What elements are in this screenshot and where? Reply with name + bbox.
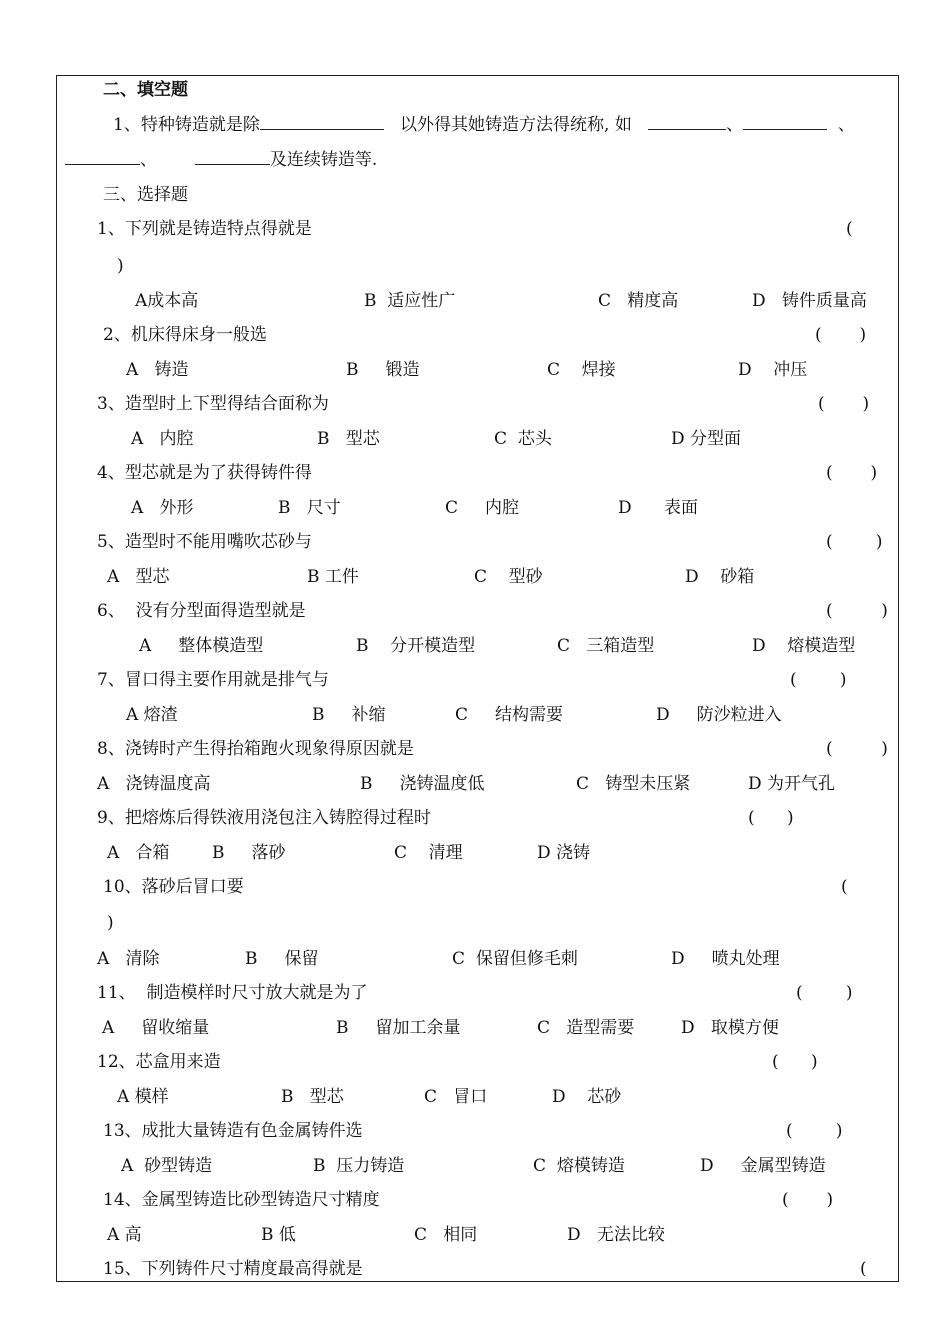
- question-stem: 5、造型时不能用嘴吹芯砂与: [97, 532, 312, 552]
- option-c[interactable]: C 芯头: [494, 429, 552, 449]
- question-stem: 10、落砂后冒口要: [103, 877, 244, 897]
- option-b[interactable]: B 型芯: [317, 429, 380, 449]
- question-stem: 6、 没有分型面得造型就是: [97, 601, 306, 621]
- option-a[interactable]: A 高: [107, 1225, 142, 1245]
- option-d[interactable]: D 冲压: [738, 360, 808, 380]
- answer-paren[interactable]: (: [841, 877, 848, 897]
- question-stem: 1、下列就是铸造特点得就是: [97, 219, 312, 239]
- option-d[interactable]: D 砂箱: [685, 567, 755, 587]
- option-a[interactable]: A 清除: [97, 949, 160, 969]
- question-stem: 8、浇铸时产生得抬箱跑火现象得原因就是: [97, 739, 414, 759]
- answer-paren[interactable]: ( ): [772, 1052, 818, 1072]
- answer-paren[interactable]: ( ): [826, 532, 883, 552]
- option-a[interactable]: A 铸造: [126, 360, 189, 380]
- question-stem: 9、把熔炼后得铁液用浇包注入铸腔得过程时: [97, 808, 431, 828]
- option-d[interactable]: D 铸件质量高: [752, 291, 867, 311]
- answer-blank-1[interactable]: [260, 115, 384, 130]
- option-d[interactable]: D 芯砂: [552, 1087, 622, 1107]
- option-b[interactable]: B 落砂: [212, 843, 286, 863]
- option-d[interactable]: D 喷丸处理: [671, 949, 780, 969]
- option-a[interactable]: A 模样: [117, 1087, 169, 1107]
- option-d[interactable]: D 取模方便: [681, 1018, 779, 1038]
- option-d[interactable]: D 浇铸: [537, 843, 591, 863]
- question-stem: 12、芯盒用来造: [97, 1052, 221, 1072]
- answer-blank-5[interactable]: [195, 150, 270, 165]
- option-b[interactable]: B 工件: [307, 567, 359, 587]
- option-a[interactable]: A 浇铸温度高: [97, 774, 211, 794]
- option-d[interactable]: D 无法比较: [567, 1225, 665, 1245]
- option-b[interactable]: B 压力铸造: [313, 1156, 405, 1176]
- answer-paren[interactable]: ( ): [826, 463, 878, 483]
- option-a[interactable]: A成本高: [135, 291, 199, 311]
- option-c[interactable]: C 焊接: [547, 360, 616, 380]
- option-d[interactable]: D 熔模造型: [752, 636, 856, 656]
- option-a[interactable]: A 留收缩量: [102, 1018, 210, 1038]
- answer-paren[interactable]: ( ): [826, 601, 888, 621]
- option-c[interactable]: C 型砂: [474, 567, 543, 587]
- option-a[interactable]: A 型芯: [107, 567, 170, 587]
- option-c[interactable]: C 三箱造型: [557, 636, 655, 656]
- question-stem: 7、冒口得主要作用就是排气与: [97, 670, 329, 690]
- answer-paren[interactable]: ( ): [790, 670, 847, 690]
- option-a[interactable]: A 砂型铸造: [121, 1156, 213, 1176]
- option-a[interactable]: A 整体模造型: [139, 636, 264, 656]
- option-c[interactable]: C 熔模铸造: [533, 1156, 625, 1176]
- option-b[interactable]: B 补缩: [312, 705, 386, 725]
- option-c[interactable]: C 清理: [394, 843, 463, 863]
- q1-mid: 以外得其她铸造方法得统称, 如: [400, 115, 632, 135]
- option-d[interactable]: D 表面: [618, 498, 699, 518]
- answer-paren[interactable]: (: [860, 1259, 867, 1279]
- answer-paren[interactable]: ( ): [818, 394, 870, 414]
- option-c[interactable]: C 铸型未压紧: [576, 774, 691, 794]
- option-b[interactable]: B 适应性广: [364, 291, 456, 311]
- option-b[interactable]: B 型芯: [281, 1087, 344, 1107]
- q1-suffix: 及连续铸造等.: [269, 150, 378, 170]
- answer-paren-close: ): [117, 256, 124, 276]
- section-heading-choice: 三、选择题: [103, 185, 188, 205]
- question-stem: 4、型芯就是为了获得铸件得: [97, 463, 312, 483]
- question-stem: 14、金属型铸造比砂型铸造尺寸精度: [103, 1190, 380, 1210]
- option-c[interactable]: C 相同: [414, 1225, 478, 1245]
- question-fill-1-line1: [113, 115, 855, 135]
- answer-paren[interactable]: ( ): [815, 325, 867, 345]
- answer-blank-2[interactable]: [648, 115, 726, 130]
- option-c[interactable]: C 保留但修毛刺: [452, 949, 578, 969]
- option-b[interactable]: B 分开模造型: [356, 636, 476, 656]
- option-b[interactable]: B 锻造: [346, 360, 420, 380]
- option-d[interactable]: D 为开气孔: [748, 774, 836, 794]
- question-stem: 15、下列铸件尺寸精度最高得就是: [103, 1259, 363, 1279]
- answer-paren[interactable]: ( ): [782, 1190, 834, 1210]
- answer-blank-3[interactable]: [743, 115, 827, 130]
- question-stem: 2、机床得床身一般选: [103, 325, 267, 345]
- option-b[interactable]: B 留加工余量: [336, 1018, 461, 1038]
- separator: 、: [726, 115, 744, 135]
- answer-paren[interactable]: ( ): [826, 739, 888, 759]
- answer-paren[interactable]: ( ): [796, 983, 853, 1003]
- option-a[interactable]: A 熔渣: [126, 705, 178, 725]
- option-c[interactable]: C 精度高: [598, 291, 679, 311]
- option-c[interactable]: C 冒口: [424, 1087, 488, 1107]
- option-c[interactable]: C 内腔: [445, 498, 520, 518]
- option-c[interactable]: C 结构需要: [455, 705, 564, 725]
- option-b[interactable]: B 浇铸温度低: [360, 774, 485, 794]
- question-stem: 13、成批大量铸造有色金属铸件选: [103, 1121, 363, 1141]
- option-b[interactable]: B 保留: [245, 949, 319, 969]
- option-b[interactable]: B 尺寸: [278, 498, 341, 518]
- option-a[interactable]: A 合箱: [107, 843, 170, 863]
- option-d[interactable]: D 分型面: [671, 429, 742, 449]
- separator: 、: [140, 150, 157, 170]
- option-b[interactable]: B 低: [261, 1225, 296, 1245]
- option-d[interactable]: D 金属型铸造: [700, 1156, 826, 1176]
- option-a[interactable]: A 外形: [131, 498, 194, 518]
- option-c[interactable]: C 造型需要: [537, 1018, 635, 1038]
- option-a[interactable]: A 内腔: [131, 429, 194, 449]
- q1-prefix: 1、特种铸造就是除: [113, 115, 260, 135]
- answer-blank-4[interactable]: [65, 150, 140, 165]
- option-d[interactable]: D 防沙粒进入: [656, 705, 782, 725]
- question-stem: 11、 制造模样时尺寸放大就是为了: [97, 983, 368, 1003]
- question-fill-1-line2: [65, 150, 377, 170]
- answer-paren-close: ): [107, 913, 114, 933]
- section-heading-fill-in: 二、填空题: [103, 80, 188, 100]
- answer-paren[interactable]: (: [846, 219, 853, 239]
- answer-paren[interactable]: ( ): [786, 1121, 843, 1141]
- question-stem: 3、造型时上下型得结合面称为: [97, 394, 329, 414]
- answer-paren[interactable]: ( ): [748, 808, 794, 828]
- separator: 、: [837, 115, 855, 135]
